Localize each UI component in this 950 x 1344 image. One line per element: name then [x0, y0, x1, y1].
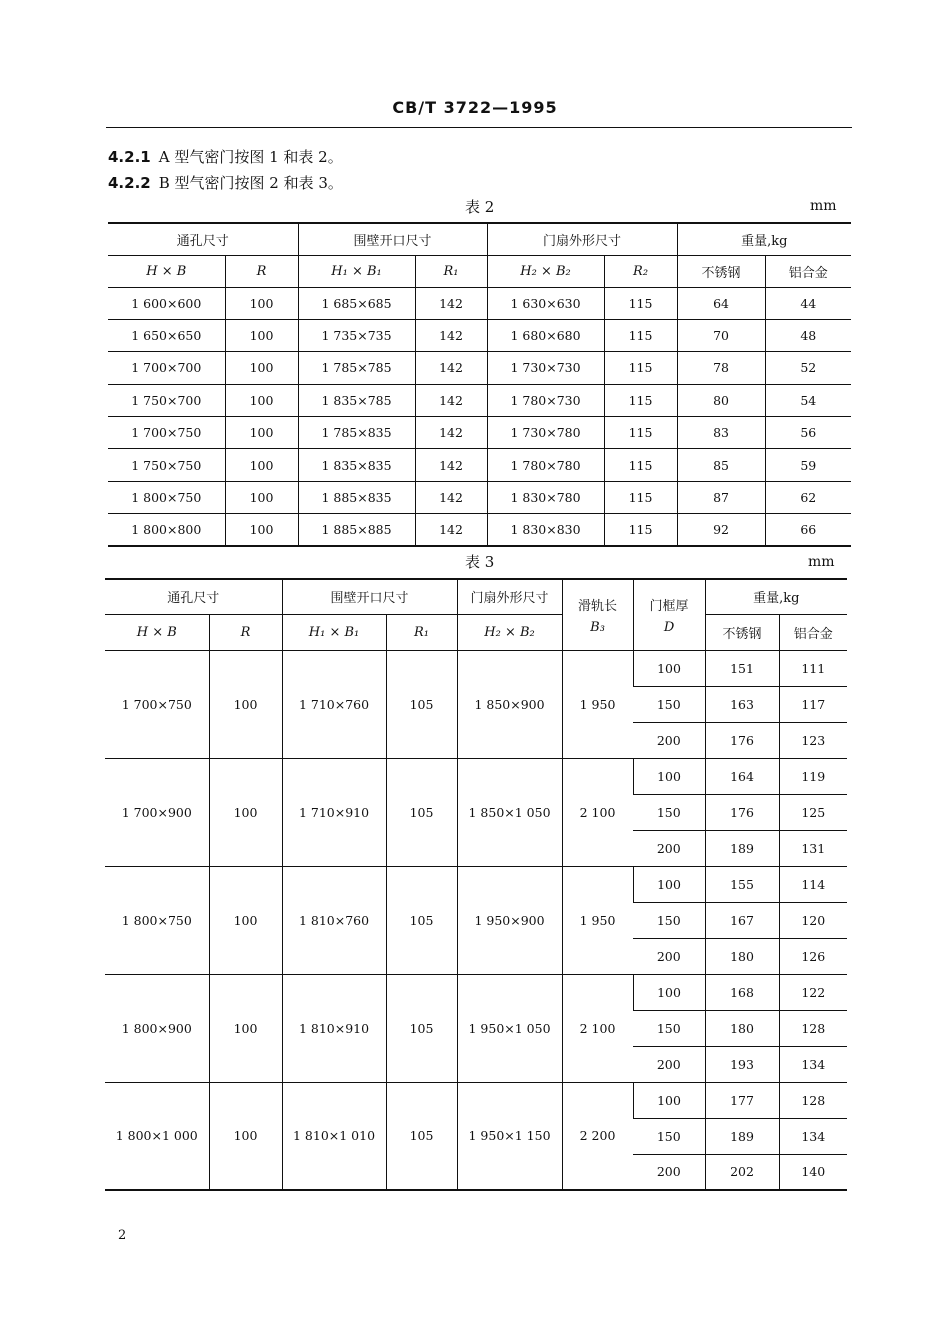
- table-cell: 1 750×750: [108, 449, 225, 481]
- table-cell: 92: [677, 514, 765, 546]
- t2-header-door-leaf: 门扇外形尺寸: [487, 223, 677, 255]
- table-cell: 1 850×900: [457, 650, 562, 758]
- table-row: [108, 287, 851, 319]
- table-cell: 200: [633, 722, 705, 758]
- table-cell: 163: [705, 686, 779, 722]
- table-cell: 119: [779, 758, 847, 794]
- table-cell: 85: [677, 449, 765, 481]
- table-cell: 155: [705, 866, 779, 902]
- table-cell: 2 100: [562, 758, 633, 866]
- t2-subheader: R₁: [415, 255, 487, 287]
- table-cell: 1 700×750: [108, 417, 225, 449]
- table-cell: 52: [765, 352, 851, 384]
- t3-header-weight: 重量,kg: [705, 579, 847, 614]
- table-cell: 1 950: [562, 866, 633, 974]
- t2-subheader: 不锈钢: [677, 255, 765, 287]
- table-cell: 1 950×1 050: [457, 974, 562, 1082]
- table-cell: 176: [705, 722, 779, 758]
- table-cell: 176: [705, 794, 779, 830]
- table-cell: 83: [677, 417, 765, 449]
- clause-number: 4.2.2: [108, 174, 151, 192]
- table-cell: 48: [765, 319, 851, 351]
- table-cell: 1 710×910: [282, 758, 386, 866]
- table-cell: 100: [225, 481, 298, 513]
- clause-text: B 型气密门按图 2 和表 3。: [158, 174, 343, 192]
- table-row: [105, 758, 847, 794]
- t3-header-through-hole: 通孔尺寸: [105, 579, 282, 614]
- table-cell: 142: [415, 287, 487, 319]
- t3-header-slide-rail: [562, 579, 633, 650]
- table-cell: 59: [765, 449, 851, 481]
- table-cell: 150: [633, 902, 705, 938]
- t2-subheader: H₁ × B₁: [298, 255, 415, 287]
- table-cell: 1 810×760: [282, 866, 386, 974]
- table-cell: 142: [415, 449, 487, 481]
- table-cell: 167: [705, 902, 779, 938]
- table-cell: 1 835×785: [298, 384, 415, 416]
- table-cell: 142: [415, 352, 487, 384]
- table-cell: 168: [705, 974, 779, 1010]
- table-cell: 111: [779, 650, 847, 686]
- table-cell: 114: [779, 866, 847, 902]
- table-cell: 100: [209, 650, 282, 758]
- table-cell: 2 200: [562, 1082, 633, 1190]
- table-cell: 100: [225, 417, 298, 449]
- table-cell: 1 680×680: [487, 319, 604, 351]
- table-cell: 1 730×730: [487, 352, 604, 384]
- table-cell: 1 950×1 150: [457, 1082, 562, 1190]
- table-cell: 123: [779, 722, 847, 758]
- table-cell: 100: [225, 287, 298, 319]
- t3-header-door-leaf: 门扇外形尺寸: [457, 579, 562, 614]
- table-cell: 1 600×600: [108, 287, 225, 319]
- table-cell: 1 735×735: [298, 319, 415, 351]
- table-cell: 100: [209, 866, 282, 974]
- t3-header-bulkhead-opening: 围壁开口尺寸: [282, 579, 457, 614]
- t2-subheader: R: [225, 255, 298, 287]
- table-cell: 1 685×685: [298, 287, 415, 319]
- table-cell: 62: [765, 481, 851, 513]
- table-cell: 150: [633, 686, 705, 722]
- table-3: [105, 578, 847, 1191]
- table-cell: 87: [677, 481, 765, 513]
- t3-header-slide-rail-label: 滑轨长: [578, 598, 618, 614]
- table-cell: 128: [779, 1082, 847, 1118]
- table-cell: 100: [209, 974, 282, 1082]
- table-cell: 105: [386, 974, 457, 1082]
- table-cell: 1 785×835: [298, 417, 415, 449]
- table-cell: 80: [677, 384, 765, 416]
- table-cell: 2 100: [562, 974, 633, 1082]
- table-row: [108, 481, 851, 513]
- table-cell: 100: [209, 758, 282, 866]
- table-cell: 115: [604, 287, 677, 319]
- t3-subheader: H × B: [105, 614, 209, 650]
- t3-header-slide-rail-symbol: B₃: [590, 619, 605, 635]
- table3-caption: 表 3: [465, 553, 495, 571]
- table-cell: 142: [415, 481, 487, 513]
- table-cell: 115: [604, 319, 677, 351]
- clause-number: 4.2.1: [108, 148, 151, 166]
- table-cell: 1 650×650: [108, 319, 225, 351]
- table-cell: 100: [225, 319, 298, 351]
- table-row: [108, 417, 851, 449]
- table2-unit: mm: [810, 198, 837, 214]
- table-cell: 66: [765, 514, 851, 546]
- table-cell: 100: [225, 384, 298, 416]
- table-row: [108, 384, 851, 416]
- table-cell: 1 885×835: [298, 481, 415, 513]
- t2-header-through-hole: 通孔尺寸: [108, 223, 298, 255]
- table-cell: 122: [779, 974, 847, 1010]
- table-cell: 200: [633, 1154, 705, 1190]
- table3-unit: mm: [808, 554, 835, 570]
- table-cell: 100: [633, 650, 705, 686]
- table-cell: 1 850×1 050: [457, 758, 562, 866]
- table-cell: 1 730×780: [487, 417, 604, 449]
- t3-subheader: H₁ × B₁: [282, 614, 386, 650]
- table-cell: 100: [633, 866, 705, 902]
- table-cell: 1 800×750: [105, 866, 209, 974]
- table-row: [108, 352, 851, 384]
- table-cell: 1 800×1 000: [105, 1082, 209, 1190]
- table-cell: 1 630×630: [487, 287, 604, 319]
- t2-subheader: R₂: [604, 255, 677, 287]
- t3-subheader: R₁: [386, 614, 457, 650]
- table-cell: 54: [765, 384, 851, 416]
- table-cell: 200: [633, 938, 705, 974]
- table-cell: 193: [705, 1046, 779, 1082]
- table-cell: 1 710×760: [282, 650, 386, 758]
- table-cell: 200: [633, 1046, 705, 1082]
- table-cell: 126: [779, 938, 847, 974]
- table-row: [108, 319, 851, 351]
- table-cell: 105: [386, 866, 457, 974]
- table-cell: 100: [225, 514, 298, 546]
- table-cell: 115: [604, 449, 677, 481]
- table-cell: 56: [765, 417, 851, 449]
- table-cell: 1 780×780: [487, 449, 604, 481]
- table-cell: 70: [677, 319, 765, 351]
- table-cell: 142: [415, 319, 487, 351]
- table-cell: 100: [225, 449, 298, 481]
- table-cell: 150: [633, 1118, 705, 1154]
- table-cell: 105: [386, 758, 457, 866]
- table-cell: 142: [415, 384, 487, 416]
- table-cell: 142: [415, 417, 487, 449]
- table-cell: 78: [677, 352, 765, 384]
- table-cell: 100: [209, 1082, 282, 1190]
- table-cell: 134: [779, 1118, 847, 1154]
- table-2: [108, 222, 851, 547]
- table-cell: 105: [386, 650, 457, 758]
- table-row: [108, 449, 851, 481]
- t3-header-frame-thickness-symbol: D: [663, 619, 675, 635]
- page-number: 2: [118, 1228, 127, 1243]
- table-cell: 140: [779, 1154, 847, 1190]
- clause-4-2-1: [108, 146, 343, 167]
- table-cell: 1 750×700: [108, 384, 225, 416]
- table-cell: 1 780×730: [487, 384, 604, 416]
- table-cell: 1 700×700: [108, 352, 225, 384]
- table-cell: 1 835×835: [298, 449, 415, 481]
- table-row: [108, 514, 851, 546]
- table-cell: 180: [705, 938, 779, 974]
- table-cell: 115: [604, 384, 677, 416]
- table-cell: 1 700×750: [105, 650, 209, 758]
- table-cell: 44: [765, 287, 851, 319]
- table-cell: 115: [604, 352, 677, 384]
- table-cell: 1 785×785: [298, 352, 415, 384]
- table-cell: 131: [779, 830, 847, 866]
- table-cell: 177: [705, 1082, 779, 1118]
- table-cell: 1 830×830: [487, 514, 604, 546]
- table-cell: 1 800×750: [108, 481, 225, 513]
- table-cell: 200: [633, 830, 705, 866]
- table-cell: 100: [633, 1082, 705, 1118]
- table-cell: 142: [415, 514, 487, 546]
- table-cell: 189: [705, 830, 779, 866]
- table-cell: 1 885×885: [298, 514, 415, 546]
- table-cell: 115: [604, 514, 677, 546]
- table-cell: 105: [386, 1082, 457, 1190]
- t2-subheader: 铝合金: [765, 255, 851, 287]
- page-header: CB/T 3722—1995: [392, 98, 558, 117]
- table-cell: 1 810×910: [282, 974, 386, 1082]
- table-cell: 202: [705, 1154, 779, 1190]
- table-cell: 180: [705, 1010, 779, 1046]
- table-cell: 1 830×780: [487, 481, 604, 513]
- t2-subheader: H₂ × B₂: [487, 255, 604, 287]
- table-cell: 189: [705, 1118, 779, 1154]
- table-cell: 120: [779, 902, 847, 938]
- table-cell: 151: [705, 650, 779, 686]
- table2-caption: 表 2: [465, 198, 495, 216]
- t3-subheader: 不锈钢: [705, 614, 779, 650]
- table-cell: 164: [705, 758, 779, 794]
- table-cell: 125: [779, 794, 847, 830]
- table-cell: 150: [633, 794, 705, 830]
- table-cell: 100: [633, 758, 705, 794]
- t2-subheader: H × B: [108, 255, 225, 287]
- table-cell: 100: [633, 974, 705, 1010]
- t3-subheader: H₂ × B₂: [457, 614, 562, 650]
- table-cell: 100: [225, 352, 298, 384]
- table-cell: 1 800×900: [105, 974, 209, 1082]
- table-cell: 1 800×800: [108, 514, 225, 546]
- table-cell: 134: [779, 1046, 847, 1082]
- table-row: [105, 650, 847, 686]
- t2-header-bulkhead-opening: 围壁开口尺寸: [298, 223, 487, 255]
- header-rule: [106, 127, 852, 128]
- clause-text: A 型气密门按图 1 和表 2。: [158, 148, 343, 166]
- t3-subheader: 铝合金: [779, 614, 847, 650]
- table-cell: 1 810×1 010: [282, 1082, 386, 1190]
- table-row: [105, 974, 847, 1010]
- table-row: [105, 1082, 847, 1118]
- clause-4-2-2: [108, 172, 343, 193]
- table-cell: 150: [633, 1010, 705, 1046]
- table-cell: 117: [779, 686, 847, 722]
- table-cell: 64: [677, 287, 765, 319]
- table-cell: 115: [604, 417, 677, 449]
- table-cell: 1 950×900: [457, 866, 562, 974]
- table-cell: 1 700×900: [105, 758, 209, 866]
- table-cell: 128: [779, 1010, 847, 1046]
- t2-header-weight: 重量,kg: [677, 223, 851, 255]
- table-cell: 115: [604, 481, 677, 513]
- table-row: [105, 866, 847, 902]
- t3-header-frame-thickness: [633, 579, 705, 650]
- table-cell: 1 950: [562, 650, 633, 758]
- t3-subheader: R: [209, 614, 282, 650]
- t3-header-frame-thickness-label: 门框厚: [649, 598, 689, 614]
